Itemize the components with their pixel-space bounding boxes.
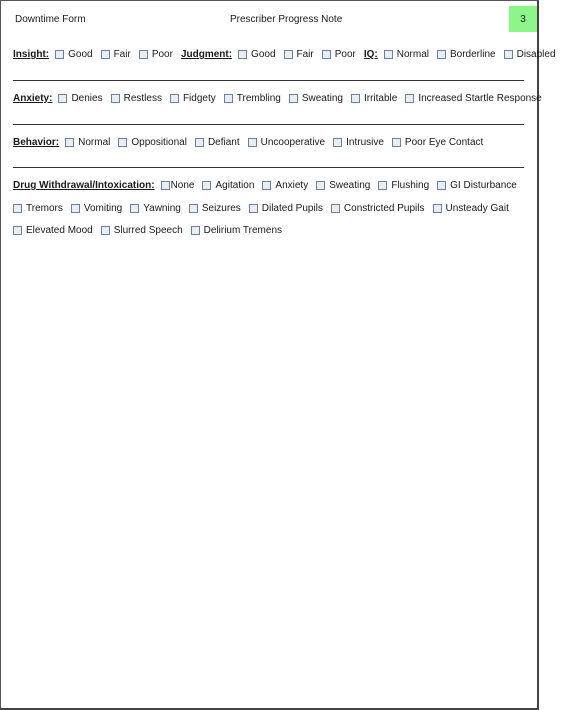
judgment-option[interactable]	[284, 49, 314, 60]
checkbox[interactable]	[284, 50, 293, 59]
behavior-option[interactable]	[65, 137, 110, 148]
checkbox[interactable]	[437, 50, 446, 59]
judgment-label: Judgment:	[180, 49, 233, 60]
anxiety-option[interactable]	[405, 93, 541, 104]
checkbox[interactable]	[331, 204, 340, 213]
iq-option[interactable]	[384, 49, 429, 60]
section-divider	[13, 167, 524, 168]
checkbox[interactable]	[65, 138, 74, 147]
section-divider	[13, 124, 524, 125]
anxiety-option[interactable]	[170, 93, 216, 104]
drug-option[interactable]	[189, 203, 241, 214]
option-label: Fair	[296, 49, 314, 60]
checkbox[interactable]	[170, 94, 179, 103]
drug-withdrawal-label: Drug Withdrawal/Intoxication:	[13, 180, 155, 191]
option-label: None	[170, 180, 195, 191]
drug-option[interactable]	[202, 180, 254, 191]
option-label: Oppositional	[131, 137, 187, 148]
checkbox[interactable]	[13, 226, 22, 235]
drug-withdrawal-row-3	[13, 225, 290, 236]
checkbox[interactable]	[191, 226, 200, 235]
insight-judgment-iq-row	[13, 49, 564, 60]
option-label: Tremors	[26, 203, 63, 214]
anxiety-label: Anxiety:	[13, 93, 53, 104]
option-label: Normal	[78, 137, 111, 148]
checkbox[interactable]	[139, 50, 148, 59]
checkbox[interactable]	[437, 181, 446, 190]
checkbox[interactable]	[249, 204, 258, 213]
drug-withdrawal-row-2	[13, 203, 517, 214]
section-divider	[13, 80, 524, 81]
option-label: Sweating	[301, 93, 343, 104]
behavior-option[interactable]	[195, 137, 240, 148]
behavior-option[interactable]	[392, 137, 483, 148]
checkbox[interactable]	[195, 138, 204, 147]
option-label: Sweating	[329, 180, 371, 191]
option-label: Good	[68, 49, 93, 60]
behavior-option[interactable]	[248, 137, 325, 148]
checkbox[interactable]	[238, 50, 247, 59]
option-label: Poor	[334, 49, 356, 60]
checkbox[interactable]	[202, 181, 211, 190]
checkbox[interactable]	[55, 50, 64, 59]
option-label: Intrusive	[346, 137, 384, 148]
drug-option[interactable]	[437, 180, 517, 191]
option-label: Anxiety	[275, 180, 309, 191]
option-label: Yawning	[143, 203, 181, 214]
note-title: Prescriber Progress Note	[230, 14, 343, 25]
checkbox[interactable]	[130, 204, 139, 213]
drug-withdrawal-row-1	[13, 180, 525, 191]
option-label: Agitation	[215, 180, 255, 191]
option-label: Disabled	[516, 49, 556, 60]
insight-option[interactable]	[55, 49, 92, 60]
option-label: Fidgety	[182, 93, 216, 104]
drug-option[interactable]	[378, 180, 429, 191]
checkbox[interactable]	[351, 94, 360, 103]
option-label: Irritable	[363, 93, 398, 104]
option-label: Poor Eye Contact	[404, 137, 484, 148]
iq-label: IQ:	[363, 49, 378, 60]
behavior-row	[13, 137, 491, 148]
option-label: Vomiting	[83, 203, 123, 214]
anxiety-option[interactable]	[58, 93, 102, 104]
judgment-option[interactable]	[238, 49, 275, 60]
checkbox[interactable]	[378, 181, 387, 190]
drug-option[interactable]	[130, 203, 181, 214]
option-label: Restless	[123, 93, 162, 104]
option-label: Poor	[151, 49, 173, 60]
option-label: Slurred Speech	[113, 225, 183, 236]
option-label: GI Disturbance	[450, 180, 517, 191]
anxiety-option[interactable]	[289, 93, 343, 104]
checkbox[interactable]	[13, 204, 22, 213]
insight-label: Insight:	[13, 49, 50, 60]
option-label: Fair	[113, 49, 131, 60]
checkbox[interactable]	[58, 94, 67, 103]
drug-option[interactable]	[13, 203, 63, 214]
option-label: Flushing	[391, 180, 430, 191]
option-label: Constricted Pupils	[343, 203, 425, 214]
checkbox[interactable]	[504, 50, 513, 59]
option-label: Denies	[71, 93, 103, 104]
drug-option[interactable]	[71, 203, 122, 214]
behavior-option[interactable]	[118, 137, 187, 148]
checkbox[interactable]	[262, 181, 271, 190]
anxiety-option[interactable]	[224, 93, 281, 104]
anxiety-row	[13, 93, 550, 104]
checkbox[interactable]	[316, 181, 325, 190]
option-label: Trembling	[236, 93, 281, 104]
drug-option[interactable]	[101, 225, 183, 236]
drug-option[interactable]	[262, 180, 308, 191]
checkbox[interactable]	[392, 138, 401, 147]
option-label: Delirium Tremens	[203, 225, 283, 236]
judgment-option[interactable]	[322, 49, 356, 60]
anxiety-option[interactable]	[351, 93, 397, 104]
checkbox[interactable]	[189, 204, 198, 213]
checkbox[interactable]	[322, 50, 331, 59]
drug-option[interactable]	[13, 225, 93, 236]
insight-option[interactable]	[101, 49, 131, 60]
option-label: Unsteady Gait	[445, 203, 509, 214]
option-label: Elevated Mood	[26, 225, 93, 236]
form-title: Downtime Form	[15, 14, 86, 25]
behavior-label: Behavior:	[13, 137, 60, 148]
checkbox[interactable]	[111, 94, 120, 103]
drug-option[interactable]	[316, 180, 370, 191]
checkbox[interactable]	[248, 138, 257, 147]
checkbox[interactable]	[405, 94, 414, 103]
page-number-badge: 3	[509, 6, 537, 32]
behavior-option[interactable]	[333, 137, 384, 148]
drug-option[interactable]	[161, 180, 195, 191]
iq-option[interactable]	[504, 49, 556, 60]
checkbox[interactable]	[71, 204, 80, 213]
option-label: Normal	[396, 49, 429, 60]
drug-option[interactable]	[191, 225, 282, 236]
option-label: Increased Startle Response	[418, 93, 542, 104]
drug-option[interactable]	[249, 203, 323, 214]
option-label: Seizures	[201, 203, 241, 214]
option-label: Uncooperative	[260, 137, 326, 148]
iq-option[interactable]	[437, 49, 496, 60]
checkbox[interactable]	[161, 181, 170, 190]
checkbox[interactable]	[433, 204, 442, 213]
insight-option[interactable]	[139, 49, 173, 60]
option-label: Good	[251, 49, 276, 60]
anxiety-option[interactable]	[111, 93, 162, 104]
checkbox[interactable]	[224, 94, 233, 103]
checkbox[interactable]	[333, 138, 342, 147]
drug-option[interactable]	[331, 203, 425, 214]
checkbox[interactable]	[101, 226, 110, 235]
option-label: Defiant	[207, 137, 240, 148]
checkbox[interactable]	[118, 138, 127, 147]
option-label: Dilated Pupils	[261, 203, 323, 214]
option-label: Borderline	[450, 49, 496, 60]
drug-option[interactable]	[433, 203, 509, 214]
checkbox[interactable]	[101, 50, 110, 59]
checkbox[interactable]	[289, 94, 298, 103]
checkbox[interactable]	[384, 50, 393, 59]
